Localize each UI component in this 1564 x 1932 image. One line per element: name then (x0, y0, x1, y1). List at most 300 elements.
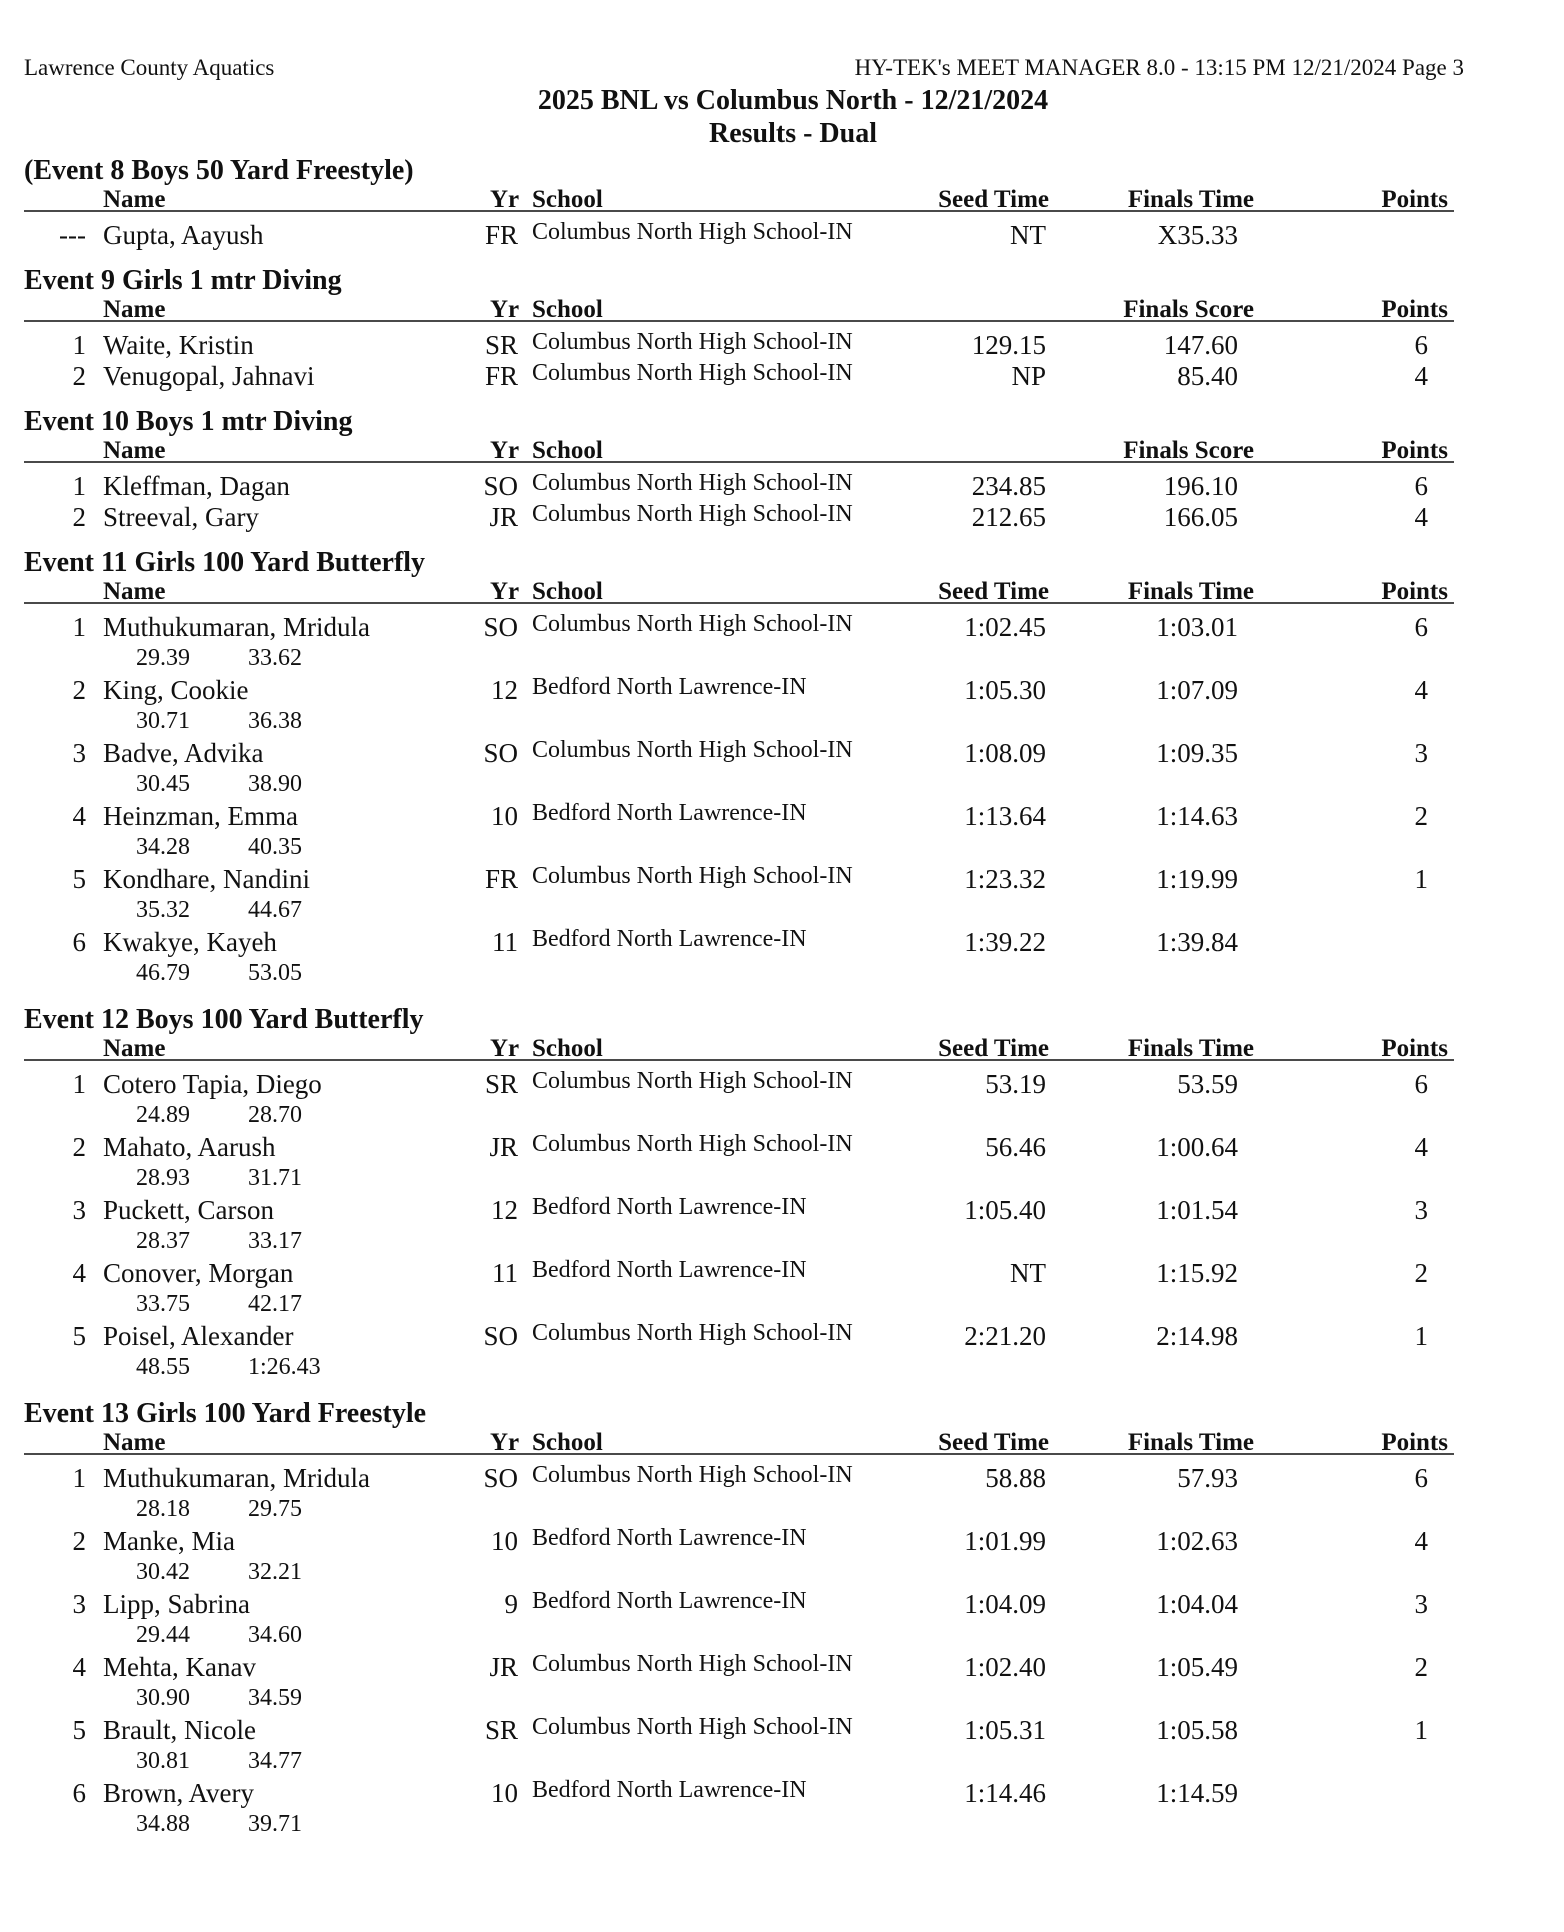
school: Bedford North Lawrence-IN (532, 926, 807, 952)
table-row (24, 1463, 1454, 1494)
result-rows (24, 212, 1454, 251)
column-header-school: School (532, 1035, 603, 1062)
column-header-finals: Finals Time (1127, 1035, 1254, 1062)
place: 1 (72, 471, 86, 501)
result-rows (24, 1061, 1454, 1384)
school: Columbus North High School-IN (532, 470, 853, 496)
finals-value: 1:39.84 (1156, 927, 1238, 957)
table-row (24, 471, 1454, 502)
split-times-row (24, 1557, 1454, 1589)
swimmer-name: Heinzman, Emma (103, 801, 298, 831)
place: 6 (72, 1778, 86, 1808)
swimmer-name: Venugopal, Jahnavi (103, 361, 315, 391)
table-row (24, 738, 1454, 769)
column-header-name: Name (103, 437, 166, 464)
finals-value: 1:05.49 (1156, 1652, 1238, 1682)
column-header-points: Points (1381, 1429, 1448, 1456)
year: SR (484, 1069, 518, 1099)
school: Columbus North High School-IN (532, 1462, 853, 1488)
swimmer-name: Badve, Advika (103, 738, 264, 768)
finals-value: 1:01.54 (1156, 1195, 1238, 1225)
swimmer-name: Mahato, Aarush (103, 1132, 276, 1162)
split-time: 46.79 (136, 960, 190, 986)
column-header-points: Points (1381, 1035, 1448, 1062)
result-entry (24, 864, 1454, 927)
finals-value: X35.33 (1157, 220, 1238, 250)
column-header-row (24, 1035, 1454, 1061)
column-header-school: School (532, 578, 603, 605)
split-time: 34.88 (136, 1811, 190, 1837)
school: Columbus North High School-IN (532, 611, 853, 637)
result-entry (24, 738, 1454, 801)
year: 10 (491, 1526, 518, 1556)
split-time: 30.45 (136, 771, 190, 797)
seed-value: 129.15 (971, 330, 1046, 360)
school: Bedford North Lawrence-IN (532, 674, 807, 700)
seed-value: NT (1010, 1258, 1046, 1288)
points: 2 (1414, 1652, 1428, 1682)
result-entry (24, 220, 1454, 251)
table-row (24, 927, 1454, 958)
split-time: 30.42 (136, 1559, 190, 1585)
split-time: 28.70 (248, 1102, 302, 1128)
points: 4 (1414, 502, 1428, 532)
finals-value: 1:03.01 (1156, 612, 1238, 642)
split-time: 36.38 (248, 708, 302, 734)
finals-value: 196.10 (1163, 471, 1238, 501)
finals-value: 53.59 (1177, 1069, 1238, 1099)
place: 4 (72, 1258, 86, 1288)
split-time: 34.77 (248, 1748, 302, 1774)
seed-value: 1:05.40 (964, 1195, 1046, 1225)
finals-value: 147.60 (1163, 330, 1238, 360)
split-time: 33.75 (136, 1291, 190, 1317)
place: 5 (72, 1715, 86, 1745)
seed-value: 234.85 (971, 471, 1046, 501)
event-section (24, 407, 1454, 533)
split-times-row (24, 1809, 1454, 1841)
event-section (24, 548, 1454, 990)
split-time: 29.39 (136, 645, 190, 671)
split-times-row (24, 769, 1454, 801)
column-header-school: School (532, 437, 603, 464)
split-times-row (24, 643, 1454, 675)
column-header-yr: Yr (490, 1429, 520, 1456)
column-header-yr: Yr (490, 1035, 520, 1062)
points: 4 (1414, 1526, 1428, 1556)
split-time: 33.17 (248, 1228, 302, 1254)
seed-value: 1:04.09 (964, 1589, 1046, 1619)
year: 11 (492, 1258, 518, 1288)
points: 4 (1414, 361, 1428, 391)
seed-value: 1:01.99 (964, 1526, 1046, 1556)
result-entry (24, 801, 1454, 864)
table-row (24, 220, 1454, 251)
swimmer-name: Brown, Avery (103, 1778, 254, 1808)
place: --- (59, 220, 86, 250)
seed-value: 1:02.40 (964, 1652, 1046, 1682)
place: 4 (72, 801, 86, 831)
result-rows (24, 1455, 1454, 1841)
result-entry (24, 1589, 1454, 1652)
swimmer-name: Kondhare, Nandini (103, 864, 310, 894)
split-time: 29.44 (136, 1622, 190, 1648)
swimmer-name: Poisel, Alexander (103, 1321, 294, 1351)
column-header-school: School (532, 1429, 603, 1456)
year: JR (489, 502, 518, 532)
split-times-row (24, 1620, 1454, 1652)
swimmer-name: Waite, Kristin (103, 330, 254, 360)
points: 1 (1414, 1321, 1428, 1351)
result-rows (24, 604, 1454, 990)
place: 2 (72, 1526, 86, 1556)
column-header-yr: Yr (490, 578, 520, 605)
year: 12 (491, 675, 518, 705)
event-title: (Event 8 Boys 50 Yard Freestyle) (24, 155, 414, 186)
table-row (24, 1715, 1454, 1746)
column-header-finals: Finals Score (1123, 296, 1254, 323)
place: 2 (72, 1132, 86, 1162)
place: 1 (72, 1463, 86, 1493)
year: SR (484, 1715, 518, 1745)
finals-value: 1:02.63 (1156, 1526, 1238, 1556)
split-time: 33.62 (248, 645, 302, 671)
table-row (24, 361, 1454, 392)
event-section (24, 1005, 1454, 1384)
result-entry (24, 1715, 1454, 1778)
place: 3 (72, 738, 86, 768)
split-time: 30.90 (136, 1685, 190, 1711)
split-times-row (24, 832, 1454, 864)
swimmer-name: Manke, Mia (103, 1526, 235, 1556)
column-header-seed: Seed Time (938, 186, 1049, 213)
split-time: 28.37 (136, 1228, 190, 1254)
result-entry (24, 1463, 1454, 1526)
split-times-row (24, 1746, 1454, 1778)
year: SO (483, 612, 518, 642)
finals-value: 1:09.35 (1156, 738, 1238, 768)
meet-title: 2025 BNL vs Columbus North - 12/21/2024 (537, 85, 1049, 116)
points: 3 (1414, 1195, 1428, 1225)
result-entry (24, 1526, 1454, 1589)
school: Columbus North High School-IN (532, 360, 853, 386)
column-header-seed: Seed Time (938, 1429, 1049, 1456)
finals-value: 1:19.99 (1156, 864, 1238, 894)
split-time: 48.55 (136, 1354, 190, 1380)
finals-value: 2:14.98 (1156, 1321, 1238, 1351)
column-header-finals: Finals Time (1127, 1429, 1254, 1456)
place: 5 (72, 864, 86, 894)
column-header-points: Points (1381, 186, 1448, 213)
split-times-row (24, 706, 1454, 738)
seed-value: 56.46 (985, 1132, 1046, 1162)
column-header-row (24, 186, 1454, 212)
year: SO (483, 738, 518, 768)
finals-value: 1:14.63 (1156, 801, 1238, 831)
table-row (24, 1526, 1454, 1557)
split-times-row (24, 958, 1454, 990)
column-header-row (24, 1429, 1454, 1455)
seed-value: 1:39.22 (964, 927, 1046, 957)
seed-value: 2:21.20 (964, 1321, 1046, 1351)
event-section (24, 1399, 1454, 1841)
split-time: 34.60 (248, 1622, 302, 1648)
school: Columbus North High School-IN (532, 329, 853, 355)
seed-value: NP (1011, 361, 1046, 391)
year: SO (483, 1321, 518, 1351)
result-entry (24, 1778, 1454, 1841)
points: 4 (1414, 1132, 1428, 1162)
seed-value: 1:05.31 (964, 1715, 1046, 1745)
result-entry (24, 330, 1454, 361)
finals-value: 1:04.04 (1156, 1589, 1238, 1619)
school: Columbus North High School-IN (532, 1131, 853, 1157)
finals-value: 57.93 (1177, 1463, 1238, 1493)
seed-value: 1:13.64 (964, 801, 1046, 831)
place: 2 (72, 361, 86, 391)
column-header-finals: Finals Time (1127, 186, 1254, 213)
split-time: 53.05 (248, 960, 302, 986)
split-times-row (24, 1352, 1454, 1384)
software-timestamp-page: HY-TEK's MEET MANAGER 8.0 - 13:15 PM 12/21/2024 Page 3 (854, 55, 1464, 80)
year: JR (489, 1132, 518, 1162)
swimmer-name: Brault, Nicole (103, 1715, 256, 1745)
swimmer-name: King, Cookie (103, 675, 249, 705)
swimmer-name: Muthukumaran, Mridula (103, 1463, 370, 1493)
table-row (24, 502, 1454, 533)
result-entry (24, 361, 1454, 392)
organization-name: Lawrence County Aquatics (24, 55, 275, 80)
split-times-row (24, 1683, 1454, 1715)
split-time: 31.71 (248, 1165, 302, 1191)
result-entry (24, 675, 1454, 738)
points: 6 (1414, 1463, 1428, 1493)
seed-value: NT (1010, 220, 1046, 250)
column-header-yr: Yr (490, 437, 520, 464)
seed-value: 58.88 (985, 1463, 1046, 1493)
table-row (24, 675, 1454, 706)
split-times-row (24, 895, 1454, 927)
split-time: 35.32 (136, 897, 190, 923)
split-time: 30.81 (136, 1748, 190, 1774)
split-time: 38.90 (248, 771, 302, 797)
table-row (24, 1195, 1454, 1226)
school: Bedford North Lawrence-IN (532, 1777, 807, 1803)
split-time: 30.71 (136, 708, 190, 734)
split-time: 44.67 (248, 897, 302, 923)
swimmer-name: Lipp, Sabrina (103, 1589, 250, 1619)
table-row (24, 1778, 1454, 1809)
column-header-yr: Yr (490, 186, 520, 213)
result-entry (24, 1652, 1454, 1715)
event-section (24, 156, 1454, 251)
event-title: Event 12 Boys 100 Yard Butterfly (24, 1004, 424, 1035)
year: FR (484, 220, 518, 250)
split-time: 24.89 (136, 1102, 190, 1128)
points: 6 (1414, 471, 1428, 501)
year: 9 (504, 1589, 518, 1619)
swimmer-name: Puckett, Carson (103, 1195, 274, 1225)
swimmer-name: Kwakye, Kayeh (103, 927, 277, 957)
result-entry (24, 1195, 1454, 1258)
column-header-points: Points (1381, 437, 1448, 464)
school: Columbus North High School-IN (532, 1651, 853, 1677)
event-title: Event 13 Girls 100 Yard Freestyle (24, 1398, 427, 1429)
result-rows (24, 463, 1454, 533)
school: Columbus North High School-IN (532, 737, 853, 763)
column-header-yr: Yr (490, 296, 520, 323)
points: 6 (1414, 612, 1428, 642)
school: Bedford North Lawrence-IN (532, 1525, 807, 1551)
points: 3 (1414, 738, 1428, 768)
split-time: 29.75 (248, 1496, 302, 1522)
event-title: Event 10 Boys 1 mtr Diving (24, 406, 353, 437)
column-header-seed: Seed Time (938, 1035, 1049, 1062)
school: Columbus North High School-IN (532, 501, 853, 527)
school: Columbus North High School-IN (532, 1068, 853, 1094)
place: 6 (72, 927, 86, 957)
column-header-school: School (532, 186, 603, 213)
result-rows (24, 322, 1454, 392)
results-content (24, 156, 1454, 1856)
split-times-row (24, 1289, 1454, 1321)
seed-value: 1:02.45 (964, 612, 1046, 642)
points: 4 (1414, 675, 1428, 705)
column-header-seed: Seed Time (938, 578, 1049, 605)
column-header-finals: Finals Time (1127, 578, 1254, 605)
year: SO (483, 471, 518, 501)
swimmer-name: Cotero Tapia, Diego (103, 1069, 322, 1099)
column-header-points: Points (1381, 578, 1448, 605)
event-title: Event 11 Girls 100 Yard Butterfly (24, 547, 426, 578)
result-entry (24, 1069, 1454, 1132)
column-header-name: Name (103, 186, 166, 213)
year: SR (484, 330, 518, 360)
seed-value: 53.19 (985, 1069, 1046, 1099)
points: 6 (1414, 1069, 1428, 1099)
swimmer-name: Streeval, Gary (103, 502, 259, 532)
swimmer-name: Gupta, Aayush (103, 220, 264, 250)
split-time: 28.18 (136, 1496, 190, 1522)
swimmer-name: Kleffman, Dagan (103, 471, 290, 501)
place: 2 (72, 502, 86, 532)
school: Bedford North Lawrence-IN (532, 1257, 807, 1283)
report-title: Results - Dual (708, 118, 877, 149)
year: FR (484, 864, 518, 894)
column-header-name: Name (103, 296, 166, 323)
column-header-name: Name (103, 1035, 166, 1062)
year: 10 (491, 801, 518, 831)
event-title: Event 9 Girls 1 mtr Diving (24, 265, 342, 296)
split-times-row (24, 1494, 1454, 1526)
split-time: 34.59 (248, 1685, 302, 1711)
points: 1 (1414, 864, 1428, 894)
seed-value: 1:23.32 (964, 864, 1046, 894)
result-entry (24, 502, 1454, 533)
table-row (24, 1069, 1454, 1100)
split-time: 1:26.43 (248, 1354, 321, 1380)
split-time: 40.35 (248, 834, 302, 860)
table-row (24, 1652, 1454, 1683)
event-section (24, 266, 1454, 392)
place: 1 (72, 612, 86, 642)
column-header-row (24, 296, 1454, 322)
seed-value: 1:05.30 (964, 675, 1046, 705)
year: 12 (491, 1195, 518, 1225)
year: 10 (491, 1778, 518, 1808)
swimmer-name: Mehta, Kanav (103, 1652, 256, 1682)
year: FR (484, 361, 518, 391)
table-row (24, 1321, 1454, 1352)
table-row (24, 1258, 1454, 1289)
points: 2 (1414, 801, 1428, 831)
result-entry (24, 612, 1454, 675)
school: Bedford North Lawrence-IN (532, 1588, 807, 1614)
place: 4 (72, 1652, 86, 1682)
result-entry (24, 1321, 1454, 1384)
seed-value: 1:08.09 (964, 738, 1046, 768)
table-row (24, 864, 1454, 895)
table-row (24, 1589, 1454, 1620)
finals-value: 1:14.59 (1156, 1778, 1238, 1808)
column-header-row (24, 578, 1454, 604)
seed-value: 1:14.46 (964, 1778, 1046, 1808)
result-entry (24, 927, 1454, 990)
points: 3 (1414, 1589, 1428, 1619)
split-times-row (24, 1163, 1454, 1195)
split-time: 32.21 (248, 1559, 302, 1585)
column-header-name: Name (103, 578, 166, 605)
year: SO (483, 1463, 518, 1493)
year: JR (489, 1652, 518, 1682)
year: 11 (492, 927, 518, 957)
seed-value: 212.65 (971, 502, 1046, 532)
finals-value: 1:05.58 (1156, 1715, 1238, 1745)
column-header-name: Name (103, 1429, 166, 1456)
table-row (24, 801, 1454, 832)
school: Columbus North High School-IN (532, 863, 853, 889)
result-entry (24, 471, 1454, 502)
result-entry (24, 1132, 1454, 1195)
table-row (24, 1132, 1454, 1163)
table-row (24, 612, 1454, 643)
finals-value: 85.40 (1177, 361, 1238, 391)
column-header-row (24, 437, 1454, 463)
column-header-points: Points (1381, 296, 1448, 323)
finals-value: 166.05 (1163, 502, 1238, 532)
school: Bedford North Lawrence-IN (532, 800, 807, 826)
school: Bedford North Lawrence-IN (532, 1194, 807, 1220)
points: 6 (1414, 330, 1428, 360)
place: 2 (72, 675, 86, 705)
place: 3 (72, 1195, 86, 1225)
finals-value: 1:00.64 (1156, 1132, 1238, 1162)
swimmer-name: Conover, Morgan (103, 1258, 294, 1288)
split-time: 28.93 (136, 1165, 190, 1191)
points: 2 (1414, 1258, 1428, 1288)
school: Columbus North High School-IN (532, 219, 853, 245)
finals-value: 1:07.09 (1156, 675, 1238, 705)
split-time: 42.17 (248, 1291, 302, 1317)
column-header-finals: Finals Score (1123, 437, 1254, 464)
place: 1 (72, 330, 86, 360)
points: 1 (1414, 1715, 1428, 1745)
school: Columbus North High School-IN (532, 1714, 853, 1740)
split-times-row (24, 1226, 1454, 1258)
split-times-row (24, 1100, 1454, 1132)
split-time: 34.28 (136, 834, 190, 860)
place: 5 (72, 1321, 86, 1351)
